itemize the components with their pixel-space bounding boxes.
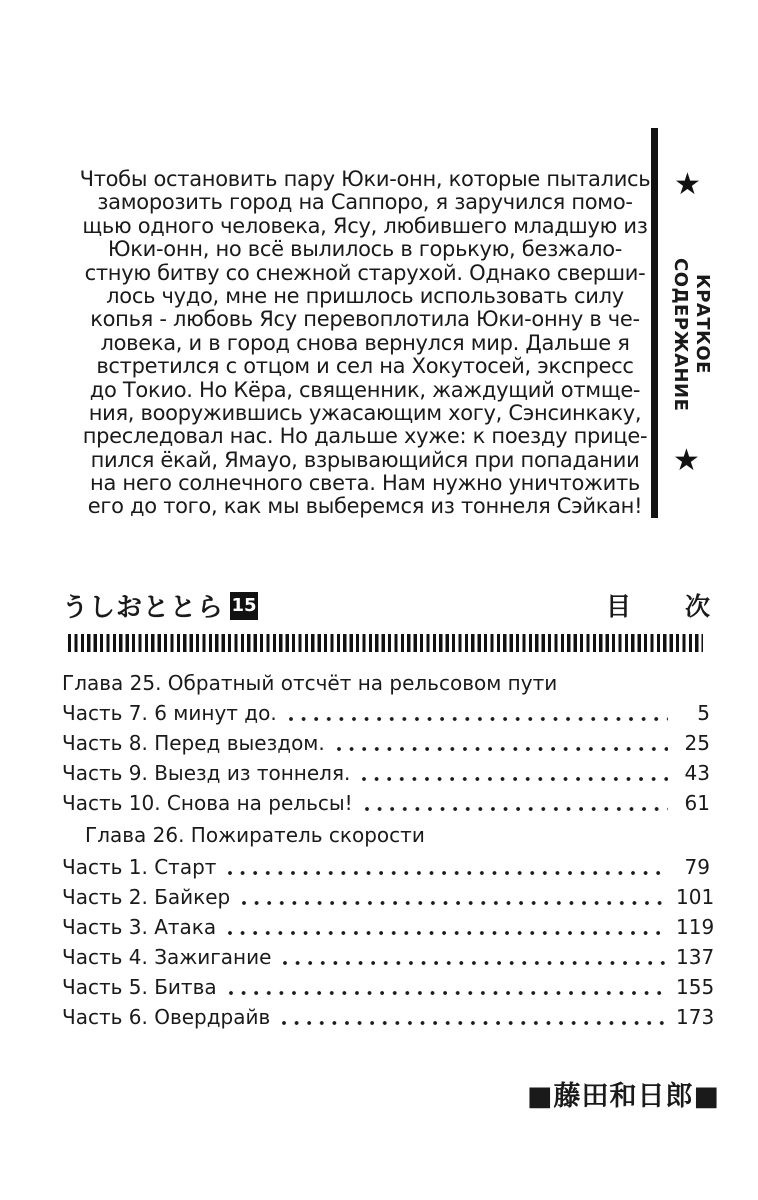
toc-entry (62, 698, 710, 728)
toc-entry-page: 101 (676, 885, 715, 909)
dot-leader (289, 717, 668, 721)
synopsis-line: ловека, и в город снова вернулся мир. Дальше я (100, 330, 630, 355)
toc-entry-title: Часть 1. Старт (62, 855, 217, 879)
toc-entry (62, 728, 710, 758)
toc-entry (62, 882, 715, 912)
synopsis-line: Юки-онн, но всё вылилось в горькую, безжало- (107, 237, 623, 262)
dot-leader (229, 991, 668, 995)
synopsis-sidebar-label-line1: КРАТКОЕ (692, 274, 713, 374)
toc-entry (62, 758, 710, 788)
toc-section-heading: Глава 26. Пожиратель скорости (85, 823, 425, 847)
volume-badge: 15 (230, 592, 258, 620)
toc-entry-page: 119 (676, 915, 715, 939)
dot-leader (242, 901, 668, 905)
toc-entry-title: Часть 7. 6 минут до. (62, 701, 277, 725)
dot-leader (228, 931, 668, 935)
author-credit: ■藤田和日郎■ (526, 1081, 720, 1112)
dot-leader (283, 961, 668, 965)
dot-leader (228, 871, 668, 875)
synopsis-line: ния, вооружившись ужасающим хогу, Сэнсинкаку, (88, 400, 642, 425)
toc-entry-title: Часть 10. Снова на рельсы! (62, 791, 353, 815)
star-icon: ★ (674, 167, 701, 202)
toc-entry-page: 155 (676, 975, 715, 999)
synopsis-line: копья - любовь Ясу перевоплотила Юки-онну в че- (90, 307, 640, 332)
toc-entry-page: 79 (684, 855, 710, 879)
synopsis-line: заморозить город на Саппоро, я заручился помо- (97, 190, 633, 215)
contents-label-left: 目 (606, 592, 632, 621)
synopsis-line: лось чудо, мне не пришлось использовать силу (106, 283, 624, 308)
dot-leader (362, 777, 668, 781)
contents-label-right: 次 (684, 592, 710, 621)
synopsis-line: встретился с отцом и сел на Хокутосей, экспресс (96, 354, 634, 379)
toc-entry-page: 43 (684, 761, 710, 785)
toc-entry-page: 25 (684, 731, 710, 755)
toc-entry-page: 173 (676, 1005, 715, 1029)
synopsis-sidebar-label-line2: СОДЕРЖАНИЕ (670, 258, 691, 412)
toc-entry-title: Часть 8. Перед выездом. (62, 731, 325, 755)
synopsis-text (70, 168, 660, 519)
toc-entry-title: Часть 2. Байкер (62, 885, 231, 909)
dot-leader (365, 807, 668, 811)
synopsis-line: до Токио. Но Кёра, священник, жаждущий отмще- (89, 377, 641, 402)
toc-entry-title: Часть 5. Битва (62, 975, 217, 999)
toc-entry (62, 912, 715, 942)
contents-label (606, 587, 710, 624)
star-icon: ★ (673, 443, 700, 478)
series-title (62, 587, 258, 624)
synopsis-line: пился ёкай, Ямауо, взрывающийся при попадании (90, 447, 640, 472)
toc-entry (62, 788, 710, 818)
synopsis-line: преследовал нас. Но дальше хуже: к поезду прице- (82, 424, 648, 449)
dot-leader (337, 747, 668, 751)
synopsis-line: на него солнечного света. Нам нужно уничтожить (90, 471, 640, 496)
toc-section-heading: Глава 25. Обратный отсчёт на рельсовом пути (62, 671, 558, 695)
toc-list (62, 668, 715, 1032)
toc-entry (62, 972, 715, 1002)
series-title-text: うしおととら (62, 593, 225, 623)
toc-entry-title: Часть 3. Атака (62, 915, 217, 939)
toc-entry-title: Часть 6. Овердрайв (62, 1005, 271, 1029)
toc-entry-title: Часть 4. Зажигание (62, 945, 272, 969)
synopsis-sidebar-label (667, 258, 713, 412)
toc-header (62, 590, 710, 624)
toc-entry-page: 5 (697, 701, 710, 725)
barcode-divider (68, 634, 703, 652)
toc-entry (62, 942, 715, 972)
dot-leader (282, 1021, 668, 1025)
toc-entry (62, 852, 710, 882)
toc-entry-title: Часть 9. Выезд из тоннеля. (62, 761, 351, 785)
synopsis-divider-bar (651, 128, 658, 518)
synopsis-line: щью одного человека, Ясу, любившего младшую из (82, 213, 648, 238)
synopsis-line: стную битву со снежной старухой. Однако сверши- (84, 260, 646, 285)
toc-entry-page: 137 (676, 945, 715, 969)
synopsis-line: его до того, как мы выберемся из тоннеля Сэйкан! (87, 494, 643, 519)
synopsis-line: Чтобы остановить пару Юки-онн, которые пытались (79, 167, 651, 191)
toc-entry (62, 1002, 715, 1032)
toc-entry-page: 61 (684, 791, 710, 815)
